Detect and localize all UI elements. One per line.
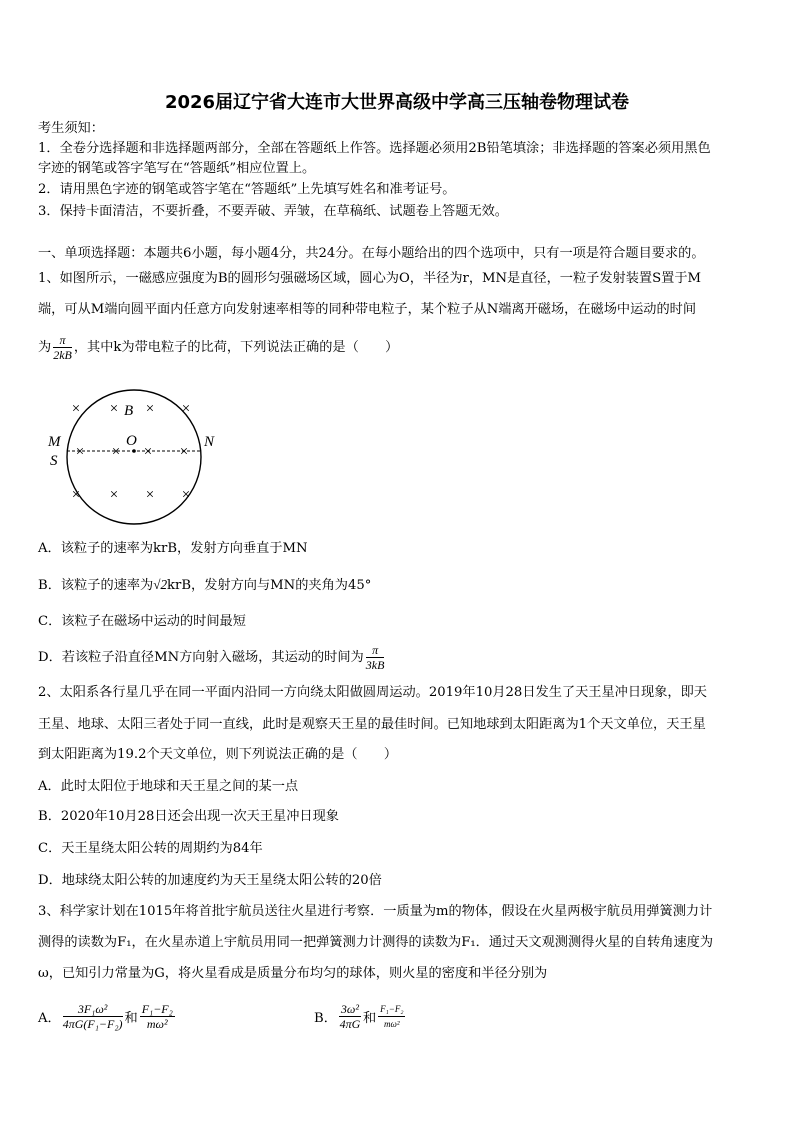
- q1-stem-line2: 端，可从M端向圆平面内任意方向发射速率相等的同种带电粒子，某个粒子从N端离开磁场，在磁场中运动的时间: [38, 302, 697, 317]
- q1-option-b-suffix: krB，发射方向与MN的夹角为45°: [167, 578, 372, 593]
- q1-stem-line3: [38, 332, 758, 364]
- q3-option-a-density: [63, 1002, 123, 1031]
- label-b: B: [124, 403, 134, 419]
- cross-mark: ×: [143, 444, 153, 460]
- q1-option-c: C．该粒子在磁场中运动的时间最短: [38, 614, 246, 629]
- fraction-denominator: mω²: [146, 1017, 168, 1031]
- q3-option-b-and: 和: [362, 1011, 377, 1026]
- q3-option-a: [38, 1002, 177, 1031]
- q3-option-b: [314, 1002, 407, 1031]
- cross-mark: ×: [179, 444, 189, 460]
- page-title: 2026届辽宁省大连市大世界高级中学高三压轴卷物理试卷: [164, 92, 630, 113]
- label-s: S: [50, 453, 58, 469]
- magnetic-field-diagram: [40, 385, 230, 535]
- q1-option-d-prefix: D．若该粒子沿直径MN方向射入磁场，其运动的时间为: [38, 650, 364, 665]
- cross-mark: ×: [111, 444, 121, 460]
- fraction-numerator: π: [366, 643, 385, 658]
- q3-stem-line1: 3、科学家计划在1015年将首批宇航员送往火星进行考察．一质量为m的物体，假设在火星两极宇航员用弹簧测力计: [38, 904, 713, 919]
- notice-item-1-cont: 字迹的钢笔或答字笔写在“答题纸”相应位置上。: [38, 161, 316, 176]
- q3-option-b-label: B．: [314, 1011, 337, 1026]
- q1-stem-line1: 1、如图所示，一磁感应强度为B的圆形匀强磁场区域，圆心为O，半径为r，MN是直径，一粒子发射装置S置于M: [38, 271, 702, 286]
- q2-option-c: C．天王星绕太阳公转的周期约为84年: [38, 841, 263, 856]
- cross-mark: ×: [109, 487, 119, 503]
- q3-option-a-radius: [140, 1002, 175, 1031]
- q1-time-fraction: [53, 333, 72, 362]
- cross-mark: ×: [71, 401, 81, 417]
- fraction-denominator: 4πG: [339, 1017, 361, 1031]
- cross-mark: ×: [181, 487, 191, 503]
- q3-option-a-label: A．: [38, 1011, 61, 1026]
- q3-stem-line2: 测得的读数为F₁，在火星赤道上宇航员用同一把弹簧测力计测得的读数为F₁．通过天文观测测得火星的自转角速度为: [38, 935, 714, 950]
- cross-mark: ×: [75, 444, 85, 460]
- fraction-denominator: 2kB: [53, 348, 72, 362]
- fraction-numerator: F₁−F₂: [141, 1002, 173, 1016]
- cross-mark: ×: [145, 401, 155, 417]
- cross-mark: ×: [145, 487, 155, 503]
- fraction-denominator: mω²: [384, 1019, 400, 1029]
- label-o: O: [126, 433, 137, 449]
- notice-item-1: 1．全卷分选择题和非选择题两部分，全部在答题纸上作答。选择题必须用2B铅笔填涂；非选择题的答案必须用黑色: [38, 141, 711, 156]
- notice-item-2: 2．请用黑色字迹的钢笔或答字笔在“答题纸”上先填写姓名和准考证号。: [38, 182, 456, 197]
- q1-stem-prefix: 为: [38, 340, 52, 355]
- q2-stem-line1: 2、太阳系各行星几乎在同一平面内沿同一方向绕太阳做圆周运动。2019年10月28日发生了天王星冲日现象，即天: [38, 685, 707, 700]
- q2-option-b: B．2020年10月28日还会出现一次天王星冲日现象: [38, 809, 339, 824]
- q3-option-a-and: 和: [124, 1011, 138, 1026]
- fraction-numerator: 3F₁ω²: [63, 1002, 123, 1017]
- q3-option-b-radius: [378, 1002, 405, 1031]
- q3-option-b-density: [339, 1002, 361, 1031]
- q2-stem-line2: 王星、地球、太阳三者处于同一直线，此时是观察天王星的最佳时间。已知地球到太阳距离为1个天文单位，天王星: [38, 717, 706, 732]
- q2-option-a: A．此时太阳位于地球和天王星之间的某一点: [38, 779, 299, 794]
- fraction-numerator: π: [53, 333, 72, 348]
- cross-mark: ×: [71, 487, 81, 503]
- label-m: M: [48, 434, 61, 450]
- q1-option-b: [38, 576, 758, 595]
- fraction-denominator: 3kB: [365, 658, 385, 672]
- q2-stem-line3: 到太阳距离为19.2个天文单位，则下列说法正确的是（ ）: [38, 747, 398, 762]
- cross-mark: ×: [181, 401, 191, 417]
- q3-stem-line3: ω，已知引力常量为G，将火星看成是质量分布均匀的球体，则火星的密度和半径分别为: [38, 966, 548, 981]
- q2-option-d: D．地球绕太阳公转的加速度约为天王星绕太阳公转的20倍: [38, 873, 382, 888]
- label-n: N: [204, 434, 215, 450]
- notice-item-3: 3．保持卡面清洁，不要折叠，不要弄破、弄皱，在草稿纸、试题卷上答题无效。: [38, 204, 508, 219]
- q1-option-b-prefix: B．该粒子的速率为: [38, 578, 154, 593]
- q1-stem-suffix: ，其中k为带电粒子的比荷，下列说法正确的是（ ）: [73, 340, 399, 355]
- center-point: [132, 449, 136, 453]
- fraction-numerator: F₁−F₂: [378, 1002, 405, 1017]
- q1-option-d: [38, 641, 758, 675]
- fraction-numerator: 3ω²: [340, 1002, 359, 1016]
- cross-mark: ×: [109, 401, 119, 417]
- fraction-denominator: 4πG(F₁−F₂): [62, 1017, 123, 1031]
- sqrt-two: √2: [153, 577, 168, 592]
- notice-heading: 考生须知：: [38, 121, 104, 136]
- q1-option-d-fraction: [366, 643, 385, 672]
- section-heading: 一、单项选择题：本题共6小题，每小题4分，共24分。在每小题给出的四个选项中，只有一项是符合题目要求的。: [38, 246, 705, 261]
- q1-option-a: A．该粒子的速率为krB，发射方向垂直于MN: [38, 541, 308, 556]
